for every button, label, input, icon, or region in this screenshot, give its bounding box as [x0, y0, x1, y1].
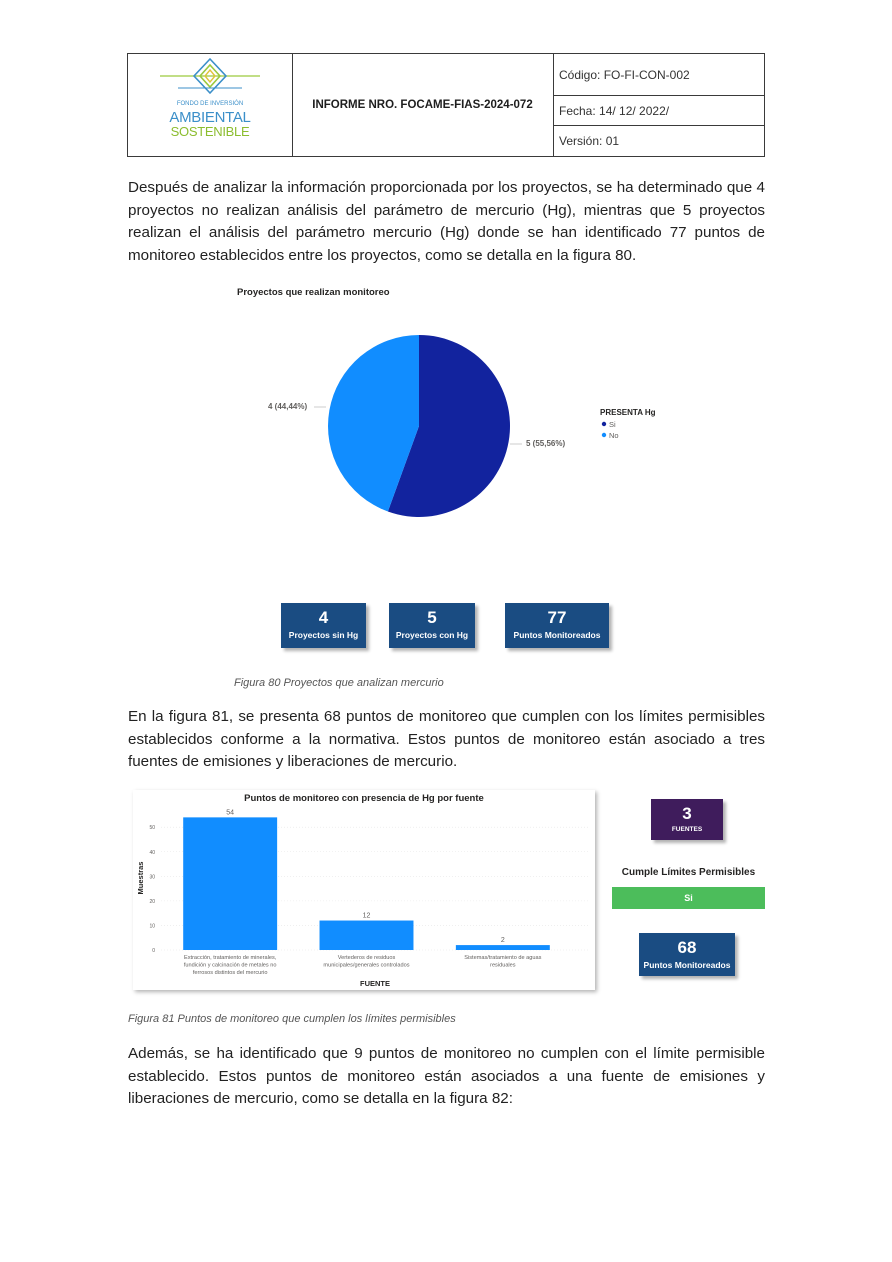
bar-title: Puntos de monitoreo con presencia de Hg por fuente: [244, 793, 484, 804]
bar-xlabel: FUENTE: [360, 979, 390, 988]
kpi-monitored-points: [505, 603, 609, 648]
logo-text-3: SOSTENIBLE: [170, 124, 250, 139]
bar-ylabel: Muestras: [136, 861, 145, 895]
logo-text-1: FONDO DE INVERSIÓN: [176, 101, 244, 107]
pie-chart: [225, 280, 685, 530]
pie-label-si: 5 (55,56%): [526, 439, 566, 448]
x-category-label: Sistemas/tratamiento de aguas: [464, 955, 542, 961]
logo-text-2: AMBIENTAL: [169, 109, 251, 126]
y-tick-label: 30: [149, 874, 155, 881]
legend-marker-no: [602, 433, 606, 437]
kpi-label: Puntos Monitoreados: [513, 630, 601, 640]
bar-2: [456, 945, 550, 950]
y-tick-label: 0: [152, 948, 155, 954]
bar-chart-frame: [133, 790, 595, 990]
bar-data-label: 54: [226, 809, 235, 817]
kpi-value: 3: [682, 804, 692, 823]
kpi-label: FUENTES: [671, 826, 703, 833]
doc-date: Fecha: 14/ 12/ 2022/: [554, 96, 765, 126]
pie-legend-no: No: [609, 431, 619, 440]
x-category-label: Vertederos de residuos: [337, 955, 396, 961]
bar-0: [183, 817, 277, 950]
paragraph-2: En la figura 81, se presenta 68 puntos de monitoreo que cumplen con los límites permisibles establecidos conforme a la normativa. Estos puntos de monitoreo están asociado a tres fuentes de emisiones y liberaciones de mercurio.: [128, 708, 765, 770]
document-header: [127, 53, 765, 157]
figure-80-caption: Figura 80 Proyectos que analizan mercurio: [234, 677, 444, 689]
doc-code: Código: FO-FI-CON-002: [554, 54, 765, 96]
figure-81-caption: Figura 81 Puntos de monitoreo que cumplen los límites permisibles: [128, 1013, 456, 1025]
kpi-points-monitored: [639, 933, 735, 976]
legend-marker-si: [602, 422, 606, 426]
kpi-value: 4: [318, 608, 329, 627]
pie-label-no: 4 (44,44%): [268, 402, 308, 411]
pie-legend-si: Si: [609, 420, 616, 429]
kpi-label: Proyectos sin Hg: [288, 630, 359, 640]
y-tick-label: 10: [149, 923, 155, 930]
kpi-projects-with-hg: [389, 603, 475, 648]
kpi-label: Puntos Monitoreados: [643, 960, 731, 970]
logo: [128, 54, 293, 156]
kpi-value: 77: [547, 608, 567, 627]
x-category-label: ferrosos distintos del mercurio: [192, 970, 268, 976]
paragraph-3: Además, se ha identificado que 9 puntos de monitoreo no cumplen con el límite permisible establecido. Estos puntos de monitoreo están asociados a una fuente de emisiones y liberaciones de mercurio, como se detalla en la figura 82:: [128, 1045, 765, 1107]
x-category-label: fundición y calcinación de metales no: [183, 962, 277, 969]
pie-legend-title: PRESENTA Hg: [600, 408, 656, 417]
y-tick-label: 40: [149, 849, 155, 856]
kpi-value: 68: [677, 938, 697, 957]
bar-chart: [133, 790, 595, 990]
x-category-label: municipales/generales controlados: [323, 962, 410, 969]
compliance-value: Si: [612, 887, 765, 909]
x-category-label: Extracción, tratamiento de minerales,: [183, 955, 277, 961]
bar-data-label: 2: [500, 937, 505, 945]
pie-title: Proyectos que realizan monitoreo: [237, 287, 390, 298]
compliance-title: Cumple Límites Permisibles: [621, 867, 756, 878]
kpi-sources: [651, 799, 723, 840]
paragraph-1: Después de analizar la información proporcionada por los proyectos, se ha determinado que 4 proyectos no realizan análisis del parámetro de mercurio (Hg), mientras que 5 proyectos realizan el análisis del parámetro mercurio (Hg) donde se han identificado 77 puntos de monitoreo establecidos entre los proyectos, como se detalla en la figura 80.: [128, 179, 765, 264]
kpi-value: 5: [427, 608, 437, 627]
bar-1: [320, 921, 414, 950]
y-tick-label: 50: [149, 825, 155, 832]
kpi-label: Proyectos con Hg: [395, 630, 469, 640]
bar-data-label: 12: [362, 912, 371, 920]
kpi-projects-without-hg: [281, 603, 366, 648]
x-category-label: residuales: [490, 962, 516, 969]
report-title: INFORME NRO. FOCAME-FIAS-2024-072: [292, 54, 554, 156]
y-tick-label: 20: [149, 898, 155, 905]
doc-version: Versión: 01: [559, 134, 620, 148]
